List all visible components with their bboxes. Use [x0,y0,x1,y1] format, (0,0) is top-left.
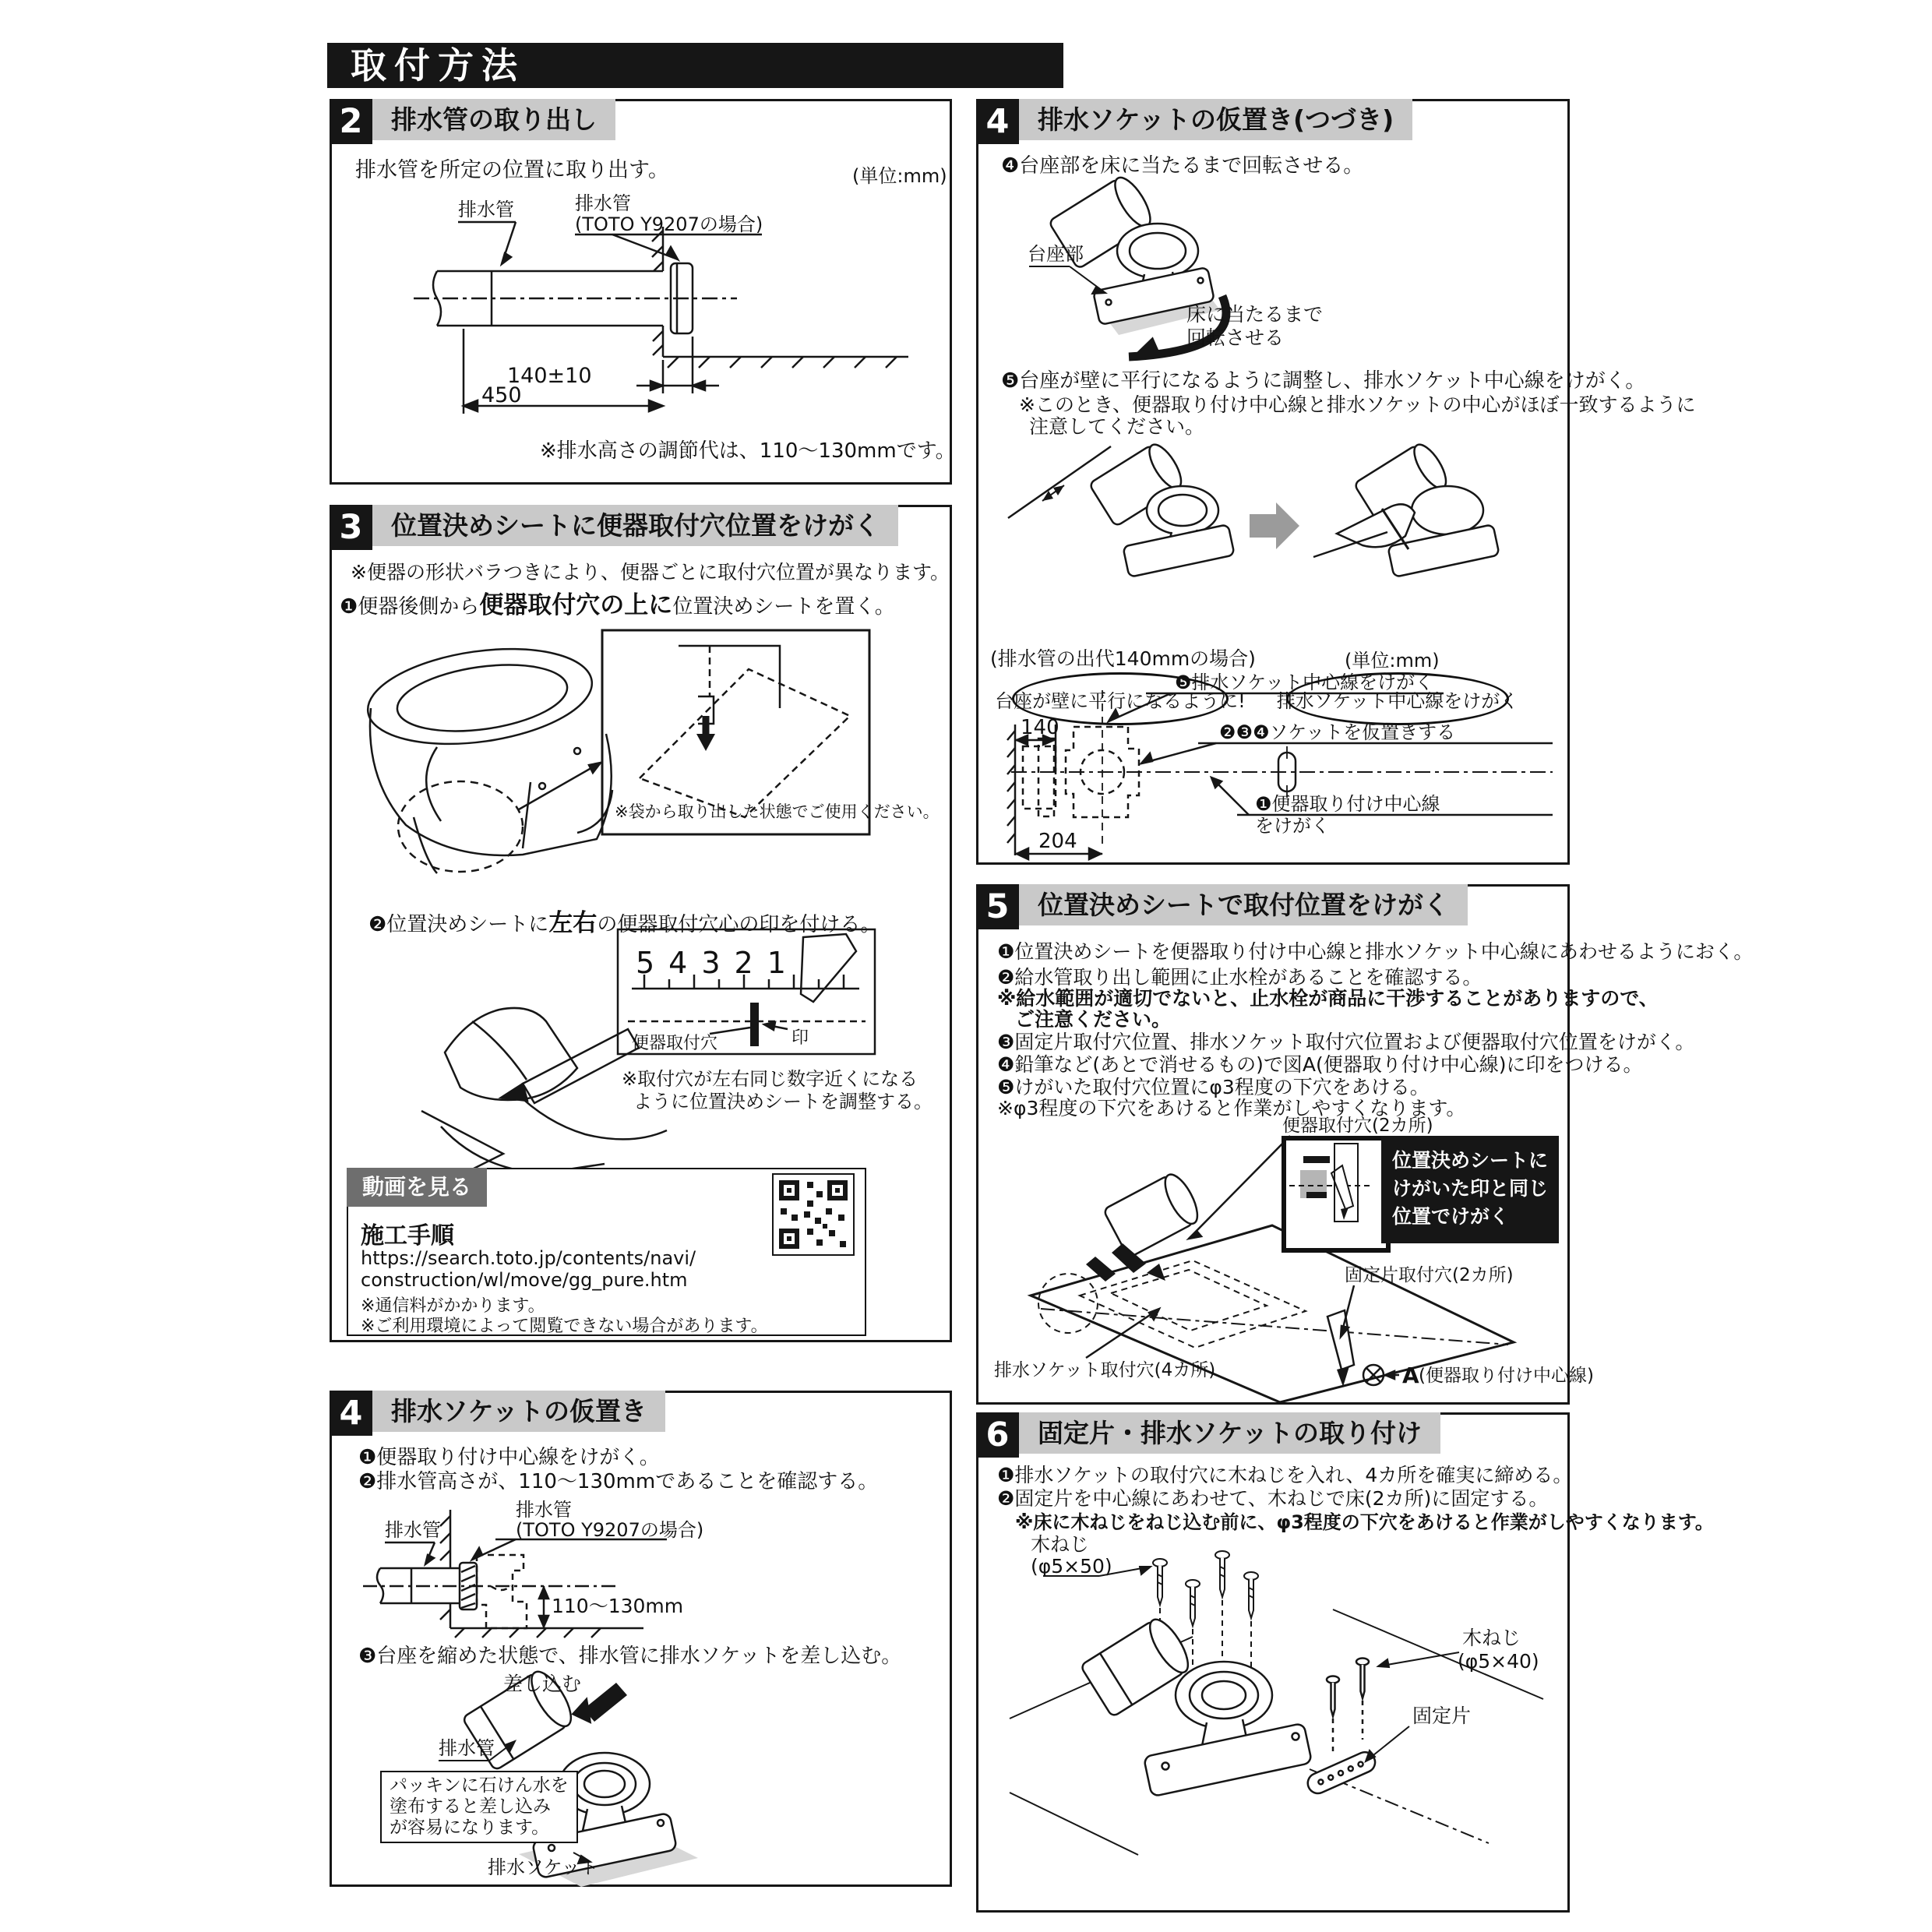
rotate-caption-line2: 回転させる [1186,326,1285,349]
section-3-step1 [340,585,895,620]
socket-holes-label: 排水ソケット取付穴(4カ所) [994,1360,1216,1380]
inset-text-line1: 位置決めシートに [1392,1149,1549,1172]
section-6-title: 固定片・排水ソケットの取り付け [1019,1412,1440,1454]
ruler-digits: 54321 [636,946,800,980]
step5-parallel: ❺台座が壁に平行になるように調整し、排水ソケット中心線をけがく。 [1001,369,1646,393]
video-badge: 動画を見る [347,1168,487,1207]
figure-a-label: A [1402,1363,1419,1388]
pipe-y9207-label-line2: (TOTO Y9207の場合) [575,213,763,235]
screw50-label-line1: 木ねじ [1031,1533,1090,1556]
section-4-box [330,1391,952,1887]
section-2-number: 2 [330,99,372,144]
soap-water-callout [380,1771,578,1843]
fixing-piece-label: 固定片 [1412,1705,1472,1727]
pipe-y9207-label-line1: 排水管 [575,192,631,214]
step4-rotate: ❹台座部を床に当たるまで回転させる。 [1001,154,1364,178]
rotate-caption-line1: 床に当たるまで [1186,303,1324,326]
section-4cont-box [976,99,1696,865]
fix-piece-holes-label: 固定片取付穴(2カ所) [1345,1265,1514,1285]
rotate-socket-illustration [1014,179,1543,390]
step1-suffix: 位置決めシートを置く。 [672,595,895,619]
step2-suffix: の便器取付穴心の印を付ける。 [597,913,881,936]
inset-bag-note: ※袋から取り出した状態でご使用ください。 [615,802,940,821]
section-2-unit-note: (単位:mm) [852,165,947,187]
scribe-inset-text [1381,1136,1559,1243]
dim-450: 450 [481,383,522,407]
scribe-inset-art [1286,1141,1377,1239]
s5-note1-line2: ご注意ください。 [1015,1008,1172,1031]
section-6-box [976,1412,1714,1913]
s5-step3: ❸固定片取付穴位置、排水ソケット取付穴位置および便器取付穴位置をけがく。 [997,1031,1695,1053]
video-url-line1: https://search.toto.jp/contents/navi/ [361,1247,696,1269]
s6-note: ※床に木ねじをねじ込む前に、φ3程度の下穴をあけると作業がしやすくなります。 [1015,1511,1714,1533]
section-2-intro: 排水管を所定の位置に取り出す。 [355,158,669,182]
section-3-title: 位置決めシートに便器取付穴位置をけがく [372,505,898,546]
section-4cont-title: 排水ソケットの仮置き(つづき) [1019,99,1412,140]
section-6-number: 6 [976,1412,1019,1458]
adjust-note-line1: ※取付穴が左右同じ数字近くになる [622,1068,918,1090]
section-3-top-note: ※便器の形状バラつきにより、便器ごとに取付穴位置が異なります。 [351,561,950,583]
s5-note1-line1: ※給水範囲が適切でないと、止水栓が商品に干渉することがありますので、 [997,987,1659,1010]
scribe-inset-drawing [1282,1136,1391,1253]
s5-note2: ※φ3程度の下穴をあけると作業がしやすくなります。 [997,1097,1466,1119]
section-4-step2: ❷排水管高さが、110〜130mmであることを確認する。 [358,1470,879,1493]
section-3-number: 3 [330,505,372,550]
section-5-box [976,884,1754,1405]
base-part-label: 台座部 [1028,243,1084,265]
section-2-box [330,99,956,485]
anno-toilet-centerline-l1: ❶便器取り付け中心線 [1255,793,1440,815]
drain-pipe-diagram [347,182,940,439]
section-4-title: 排水ソケットの仮置き [372,1391,665,1432]
section-4-step3: ❸台座を縮めた状態で、排水管に排水ソケットを差し込む。 [358,1645,902,1668]
pipe-label: 排水管 [458,199,514,220]
s5-step2: ❷給水管取り出し範囲に止水栓があることを確認する。 [997,966,1482,989]
section-3-box [330,505,952,1342]
qr-code-icon [773,1174,854,1255]
unit-note-right: (単位:mm) [1345,650,1440,672]
insert-direction-label: 差し込む [503,1673,582,1695]
video-info-box [347,1168,866,1336]
section-2-title: 排水管の取り出し [372,99,615,140]
step1-prefix: ❶便器後側から [340,595,480,619]
drain-socket-label: 排水ソケット [488,1856,599,1878]
socket-position-diagram [1007,668,1568,863]
step5-note-line1: ※このとき、便器取り付け中心線と排水ソケットの中心がほぼ一致するように [1019,393,1696,416]
case-140-label: (排水管の出代140mmの場合) [990,647,1256,670]
scribe-bubble: 排水ソケット中心線をけがく [1286,672,1509,725]
page-title: 取付方法 [327,43,1063,88]
marking-illustration [398,928,943,1177]
pipe-label-left: 排水管 [385,1519,441,1541]
step2-prefix: ❷位置決めシートに [368,913,549,936]
screw40-label-line1: 木ねじ [1462,1627,1521,1649]
screw40-label-line2: (φ5×40) [1458,1650,1539,1673]
callout-line1: パッキンに石けん水を [390,1775,569,1796]
mark-label: 印 [791,1028,809,1048]
parallel-bubble: 台座が壁に平行になるように! [1012,672,1229,725]
adjust-note-line2: ように位置決めシートを調整する。 [633,1091,933,1112]
anno-socket-centerline: ❺排水ソケット中心線をけがく [1175,672,1434,693]
section-5-number: 5 [976,884,1019,929]
parallel-and-scribe-illustrations [1002,440,1563,639]
step1-bold: 便器取付穴の上に [479,591,673,619]
callout-line2: 塗布すると差し込み [390,1796,551,1817]
fixing-illustration [998,1535,1567,1902]
pipe-y9207-line1: 排水管 [516,1499,572,1521]
figure-a-paren: (便器取り付け中心線) [1419,1366,1594,1386]
inset-text-line3: 位置でけがく [1392,1205,1510,1228]
dim-140-10: 140±10 [507,364,592,388]
s5-step4: ❹鉛筆など(あとで消せるもの)で図A(便器取り付け中心線)に印をつける。 [997,1053,1643,1076]
s6-step2: ❷固定片を中心線にあわせて、木ねじで床(2カ所)に固定する。 [997,1487,1549,1510]
anno-toilet-centerline-l2: をけがく [1255,815,1330,837]
step5-note-line2: 注意してください。 [1029,415,1205,438]
pipe-y9207-line2: (TOTO Y9207の場合) [516,1519,704,1541]
s5-step1: ❶位置決めシートを便器取り付け中心線と排水ソケット中心線にあわせるようにおく。 [997,940,1754,963]
video-note2: ※ご利用環境によって閲覧できない場合があります。 [361,1317,768,1336]
s6-step1: ❶排水ソケットの取付穴に木ねじを入れ、4カ所を確実に締める。 [997,1464,1573,1486]
anno-socket-temp-place: ❷❸❹ソケットを仮置きする [1219,721,1456,743]
video-title: 施工手順 [361,1222,454,1250]
dim-204-label: 204 [1038,830,1077,853]
toilet-hole-label: 便器取付穴 [632,1034,718,1053]
callout-line3: が容易になります。 [390,1817,550,1838]
sheet-placement-illustration [344,622,943,895]
screw50-label-line2: (φ5×50) [1031,1555,1112,1578]
s5-step5: ❺けがいた取付穴位置にφ3程度の下穴をあける。 [997,1076,1430,1098]
step2-bold: 左右 [548,909,598,937]
section-2-note: ※排水高さの調節代は、110〜130mmです。 [540,439,956,463]
section-4-step1: ❶便器取り付け中心線をけがく。 [358,1446,660,1469]
pipe-height-diagram [363,1494,940,1642]
pipe-label-insert: 排水管 [439,1737,495,1759]
section-5-title: 位置決めシートで取付位置をけがく [1019,884,1468,925]
video-url-line2: construction/wl/move/gg_pure.htm [361,1269,688,1291]
dim-140-label: 140 [1021,716,1059,739]
toilet-holes-label: 便器取付穴(2カ所) [1282,1116,1433,1136]
section-4cont-number: 4 [976,99,1019,144]
dim-110-130: 110〜130mm [552,1595,684,1617]
section-4-number: 4 [330,1391,372,1436]
inset-text-line2: けがいた印と同じ [1392,1177,1549,1200]
video-note1: ※通信料がかかります。 [361,1296,545,1316]
